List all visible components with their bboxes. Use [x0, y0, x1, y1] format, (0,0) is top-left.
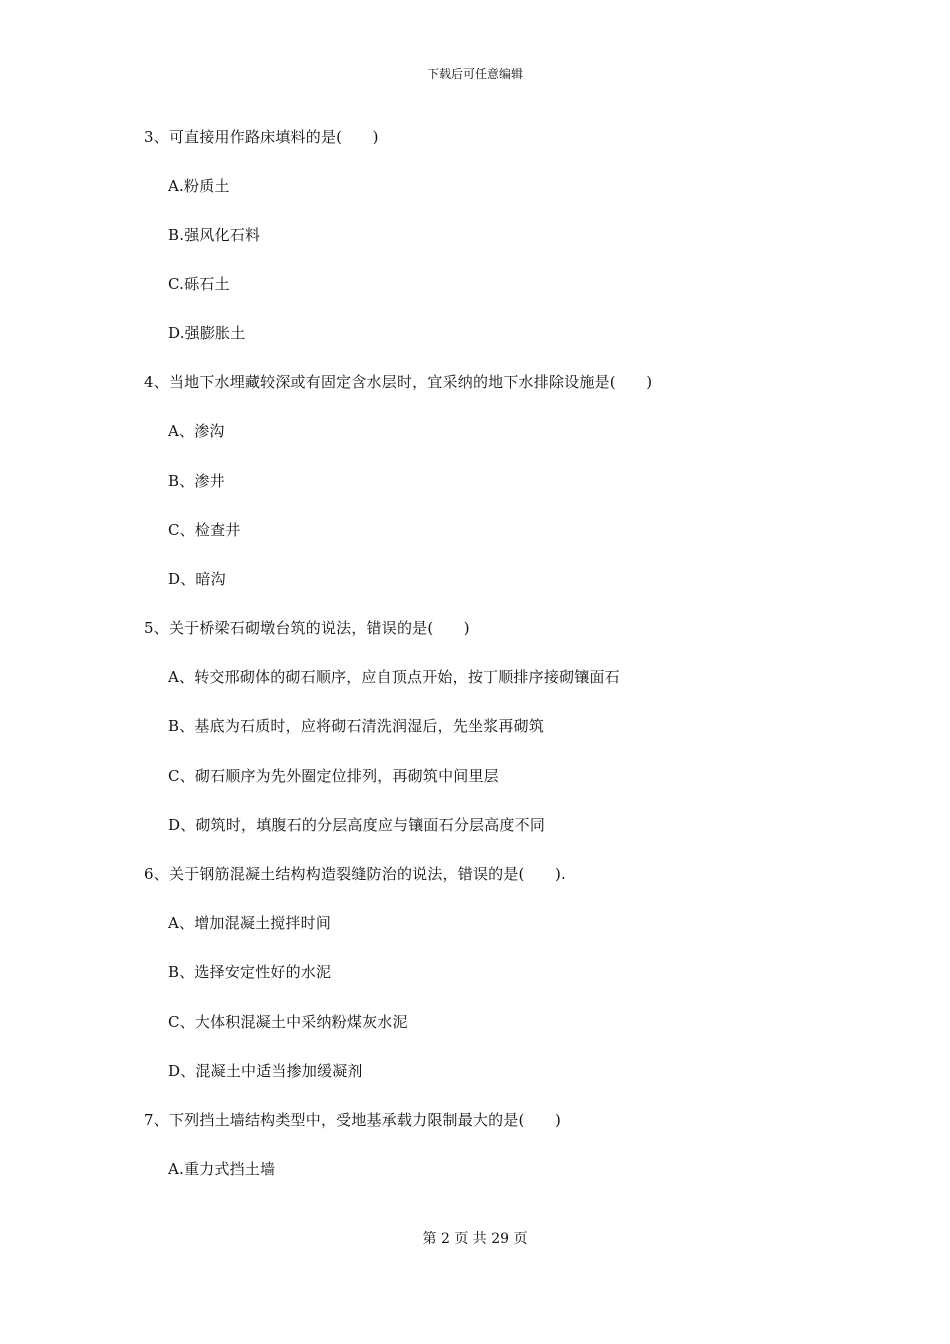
- footer-suffix: 页: [513, 1231, 528, 1247]
- footer-middle: 页 共: [454, 1231, 487, 1247]
- question-stem-6: 6、关于钢筋混凝土结构构造裂缝防治的说法，错误的是( ).: [144, 865, 567, 883]
- footer-prefix: 第: [422, 1231, 437, 1247]
- question-5-option-c: C、砌石顺序为先外圈定位排列，再砌筑中间里层: [168, 767, 499, 785]
- question-7-option-a: A.重力式挡土墙: [168, 1160, 276, 1178]
- question-5-option-a: A、转交邢砌体的砌石顺序，应自顶点开始，按丁顺排序接砌镶面石: [168, 668, 620, 686]
- header-text: 下载后可任意编辑: [426, 67, 523, 81]
- question-3-option-b: B.强风化石料: [168, 226, 261, 244]
- question-6-option-d: D、混凝土中适当掺加缓凝剂: [168, 1062, 363, 1080]
- question-3-option-a: A.粉质土: [168, 177, 230, 195]
- question-4-option-a: A、渗沟: [168, 422, 225, 440]
- question-5-option-d: D、砌筑时，填腹石的分层高度应与镶面石分层高度不同: [168, 816, 546, 834]
- footer-total-pages: 29: [491, 1231, 510, 1247]
- question-5-option-b: B、基底为石质时，应将砌石清洗润湿后，先坐浆再砌筑: [168, 717, 545, 735]
- question-4-option-d: D、暗沟: [168, 570, 226, 588]
- question-stem-4: 4、当地下水埋藏较深或有固定含水层时，宜采纳的地下水排除设施是( ): [144, 373, 653, 391]
- question-3-option-c: C.砾石土: [168, 275, 230, 293]
- question-3-option-d: D.强膨胀土: [168, 324, 246, 342]
- question-6-option-c: C、大体积混凝土中采纳粉煤灰水泥: [168, 1013, 408, 1031]
- question-6-option-b: B、选择安定性好的水泥: [168, 963, 332, 981]
- question-stem-5: 5、关于桥梁石砌墩台筑的说法，错误的是( ): [144, 619, 470, 637]
- footer-page-number: 2: [440, 1231, 450, 1247]
- question-stem-3: 3、可直接用作路床填料的是( ): [144, 128, 379, 146]
- page-footer: [0, 1230, 950, 1248]
- question-4-option-b: B、渗井: [168, 472, 225, 490]
- question-6-option-a: A、增加混凝土搅拌时间: [168, 914, 332, 932]
- question-4-option-c: C、检查井: [168, 521, 241, 539]
- question-stem-7: 7、下列挡土墙结构类型中，受地基承载力限制最大的是( ): [144, 1111, 562, 1129]
